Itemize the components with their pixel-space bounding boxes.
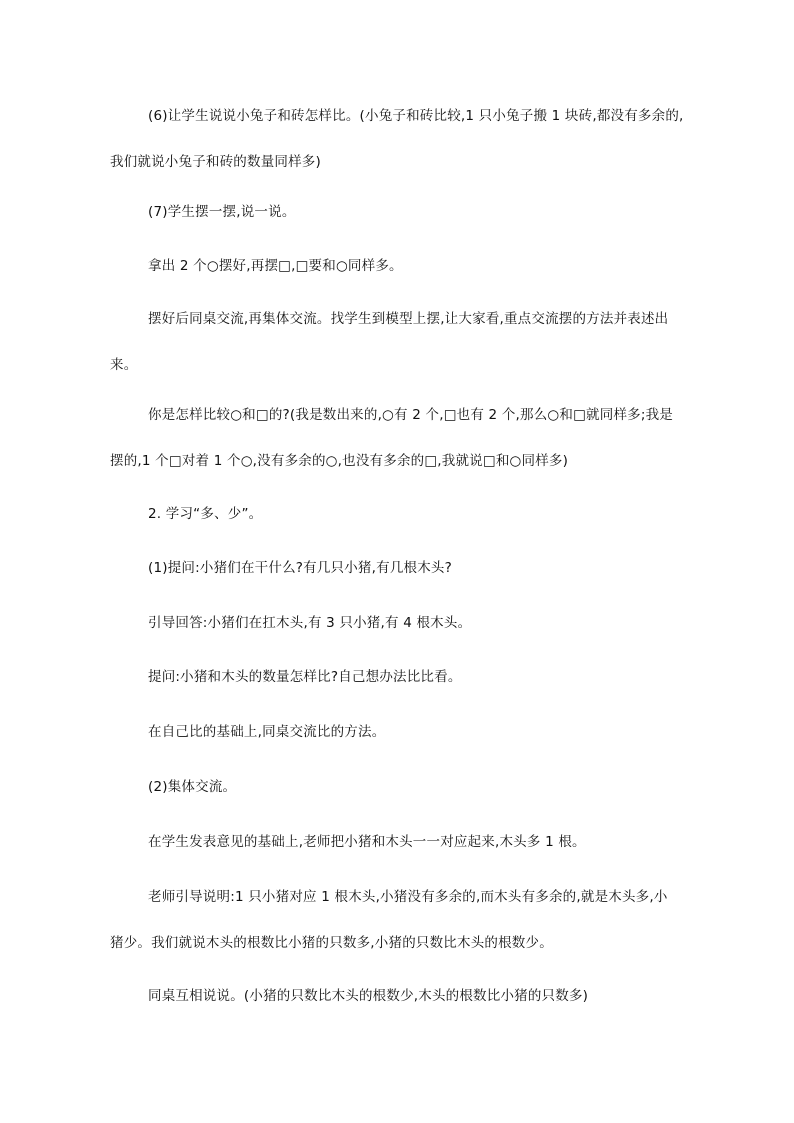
paragraph-question-compare — [110, 667, 700, 687]
paragraph-line: 猪少。我们就说木头的根数比小猪的只数多,小猪的只数比木头的根数少。 — [110, 935, 553, 951]
paragraph-line: 摆的,1 个□对着 1 个○,没有多余的○,也没有多余的□,我就说□和○同样多) — [110, 453, 569, 469]
paragraph-line: 来。 — [110, 357, 138, 373]
paragraph-2-group-exchange — [110, 777, 700, 797]
section-heading-more-less — [110, 504, 700, 524]
paragraph-take-circles — [110, 256, 700, 276]
paragraph-teacher-correspond — [110, 832, 700, 852]
paragraph-line: 在自己比的基础上,同桌交流比的方法。 — [148, 724, 386, 740]
paragraph-line: 在学生发表意见的基础上,老师把小猪和木头一一对应起来,木头多 1 根。 — [148, 834, 586, 850]
paragraph-line: 提问:小猪和木头的数量怎样比?自己想办法比比看。 — [148, 669, 462, 685]
paragraph-line: 同桌互相说说。(小猪的只数比木头的根数少,木头的根数比小猪的只数多) — [148, 988, 589, 1004]
paragraph-line: 老师引导说明:1 只小猪对应 1 根木头,小猪没有多余的,而木头有多余的,就是木头多,小 — [148, 889, 668, 905]
paragraph-teacher-explain — [110, 887, 700, 953]
paragraph-line: 你是怎样比较○和□的?(我是数出来的,○有 2 个,□也有 2 个,那么○和□就同样多;我是 — [148, 407, 674, 423]
paragraph-exchange-arrangement — [110, 309, 700, 375]
paragraph-line: (6)让学生说说小兔子和砖怎样比。(小兔子和砖比较,1 只小兔子搬 1 块砖,都没有多余的, — [148, 108, 684, 124]
paragraph-line: (1)提问:小猪们在干什么?有几只小猪,有几根木头? — [148, 560, 452, 576]
paragraph-line: 引导回答:小猪们在扛木头,有 3 只小猪,有 4 根木头。 — [148, 615, 472, 631]
paragraph-7-students-arrange — [110, 202, 700, 222]
paragraph-desk-mates-talk — [110, 986, 700, 1006]
paragraph-line: 2. 学习“多、少”。 — [148, 506, 263, 522]
paragraph-self-compare — [110, 722, 700, 742]
paragraph-1-question-pigs — [110, 558, 700, 578]
paragraph-line: (2)集体交流。 — [148, 779, 237, 795]
paragraph-line: 拿出 2 个○摆好,再摆□,□要和○同样多。 — [148, 258, 403, 274]
paragraph-line: (7)学生摆一摆,说一说。 — [148, 204, 296, 220]
paragraph-6-compare-rabbits-bricks — [110, 106, 700, 172]
paragraph-line: 我们就说小兔子和砖的数量同样多) — [110, 154, 321, 170]
paragraph-line: 摆好后同桌交流,再集体交流。找学生到模型上摆,让大家看,重点交流摆的方法并表述出 — [148, 311, 669, 327]
paragraph-guided-answer — [110, 613, 700, 633]
paragraph-how-compare — [110, 405, 700, 471]
